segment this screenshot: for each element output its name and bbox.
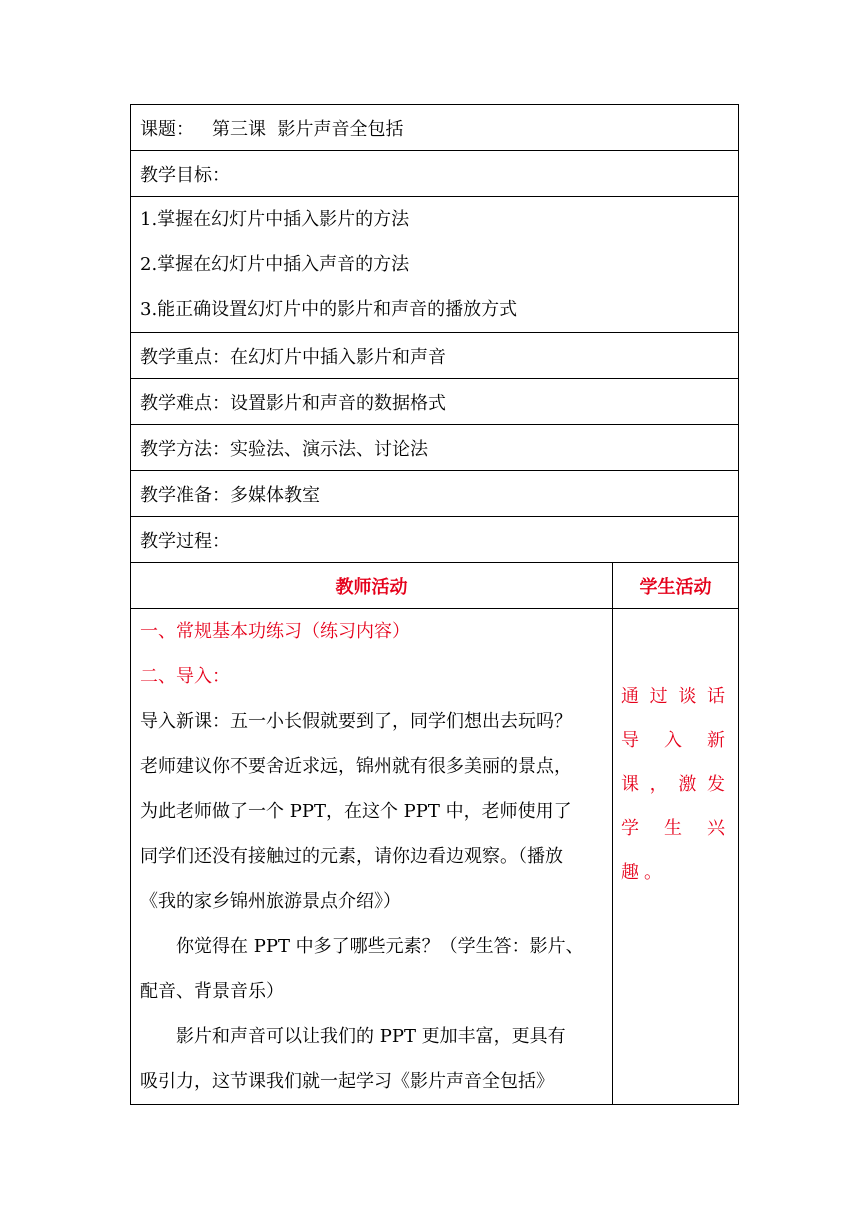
goal-item: 1.掌握在幻灯片中插入影片的方法 (140, 209, 410, 230)
topic-label: 课题： (140, 118, 194, 140)
teacher-text-line: 《我的家乡锦州旅游景点介绍》） (140, 891, 401, 912)
topic-cell (131, 105, 739, 151)
teacher-text-line: 影片和声音可以让我们的 PPT 更加丰富，更具有 (176, 1026, 566, 1047)
teacher-activity-header: 教师活动 (131, 563, 613, 609)
difficulties-row (131, 379, 739, 425)
goals-cell (131, 197, 739, 333)
goal-item: 3.能正确设置幻灯片中的影片和声音的播放方式 (140, 299, 518, 320)
goals-row (131, 197, 739, 333)
teacher-text-line: 配音、背景音乐） (140, 981, 284, 1002)
section-heading: 一、常规基本功练习（练习内容） (140, 621, 410, 642)
teacher-text-line: 吸引力，这节课我们就一起学习《影片声音全包括》 (140, 1071, 554, 1092)
key-points-row (131, 333, 739, 379)
topic-row (131, 105, 739, 151)
preparation-row (131, 471, 739, 517)
teacher-text-line: 老师建议你不要舍近求远，锦州就有很多美丽的景点， (140, 756, 572, 777)
process-content-row (131, 609, 739, 1105)
difficulties-cell: 教学难点：设置影片和声音的数据格式 (131, 379, 739, 425)
methods-cell: 教学方法：实验法、演示法、讨论法 (131, 425, 739, 471)
key-points-cell: 教学重点：在幻灯片中插入影片和声音 (131, 333, 739, 379)
teacher-text-line: 同学们还没有接触过的元素，请你边看边观察。（播放 (140, 846, 563, 867)
topic-value: 第三课 影片声音全包括 (212, 118, 404, 140)
process-label-row (131, 517, 739, 563)
goals-label: 教学目标： (131, 151, 739, 197)
student-activity-header: 学生活动 (613, 563, 739, 609)
preparation-cell: 教学准备：多媒体教室 (131, 471, 739, 517)
process-label-cell: 教学过程： (131, 517, 739, 563)
student-activity-cell (613, 609, 739, 1105)
teacher-text-line: 导入新课：五一小长假就要到了，同学们想出去玩吗？ (140, 711, 572, 732)
lesson-plan-page (130, 104, 738, 1105)
process-header-row (131, 563, 739, 609)
goal-item: 2.掌握在幻灯片中插入声音的方法 (140, 254, 410, 275)
teacher-text-line: 你觉得在 PPT 中多了哪些元素？（学生答：影片、 (176, 936, 584, 957)
methods-row (131, 425, 739, 471)
teacher-text-line: 为此老师做了一个 PPT，在这个 PPT 中，老师使用了 (140, 801, 572, 822)
goals-label-row (131, 151, 739, 197)
lesson-plan-table (130, 104, 739, 1105)
section-heading: 二、导入： (140, 666, 230, 687)
teacher-activity-cell (131, 609, 613, 1105)
student-activity-text: 通过谈话导入新课，激发学生兴趣。 (621, 686, 731, 883)
